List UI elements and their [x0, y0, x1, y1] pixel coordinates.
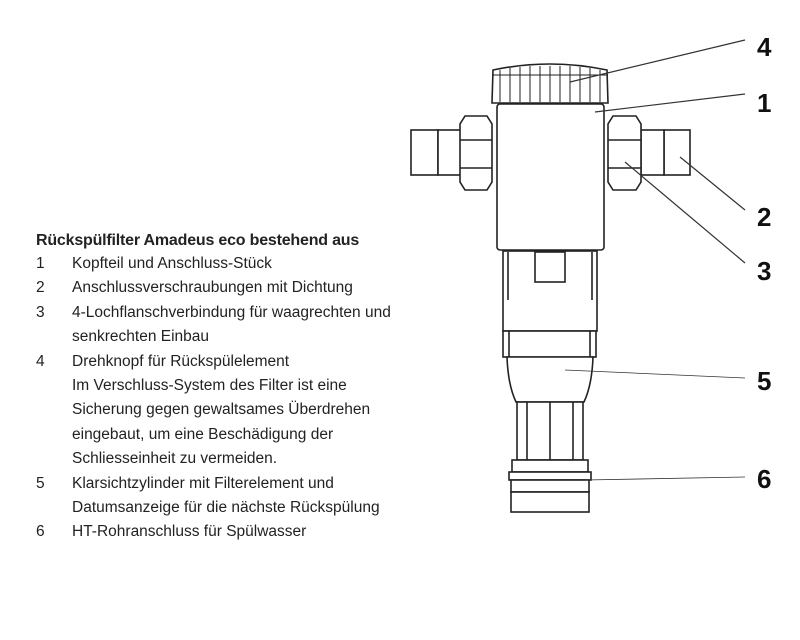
parts-legend — [36, 232, 391, 545]
legend-title: Rückspülfilter Amadeus eco bestehend aus — [36, 232, 360, 249]
legend-item-number — [36, 447, 72, 471]
callout-6: 6 — [757, 464, 772, 494]
legend-item — [36, 520, 391, 544]
legend-item-text: HT-Rohranschluss für Spülwasser — [72, 523, 307, 541]
legend-item-number — [36, 325, 72, 349]
legend-item — [36, 423, 391, 447]
legend-item-number: 2 — [36, 279, 45, 297]
legend-item-number: 4 — [36, 352, 45, 370]
legend-item — [36, 252, 391, 276]
legend-item-number — [36, 423, 72, 447]
callout-3: 3 — [757, 256, 772, 286]
legend-item-text: senkrechten Einbau — [72, 328, 210, 346]
legend-item — [36, 472, 391, 496]
legend-item-number: 6 — [36, 523, 45, 541]
legend-item — [36, 276, 391, 300]
head-part — [497, 104, 604, 250]
legend-item-text: Im Verschluss-System des Filter ist eine — [72, 377, 347, 395]
flush-connection — [509, 402, 591, 512]
callout-1: 1 — [757, 88, 772, 118]
callout-4: 4 — [757, 32, 772, 62]
legend-item-text: Kopfteil und Anschluss-Stück — [72, 255, 272, 272]
lower-housing — [503, 251, 597, 357]
legend-item-text: eingebaut, um eine Beschädigung der — [72, 425, 334, 443]
legend-item — [36, 398, 391, 422]
rotary-knob — [492, 64, 608, 103]
legend-item — [36, 325, 391, 349]
legend-item — [36, 496, 391, 520]
legend-item — [36, 447, 391, 471]
legend-item-number — [36, 374, 72, 398]
legend-item — [36, 301, 391, 325]
legend-item — [36, 374, 391, 398]
callout-2: 2 — [757, 202, 772, 232]
legend-items — [36, 252, 391, 545]
legend-item-text: Datumsanzeige für die nächste Rückspülung — [72, 499, 380, 517]
legend-item-text: Sicherung gegen gewaltsames Überdrehen — [72, 401, 371, 419]
legend-item-text: Schliesseinheit zu vermeiden. — [72, 450, 278, 468]
legend-item-text: 4-Lochflanschverbindung für waagrechten und — [72, 303, 391, 321]
legend-item — [36, 350, 391, 374]
legend-item-text: Anschlussverschraubungen mit Dichtung — [72, 279, 353, 297]
legend-item-number: 3 — [36, 303, 45, 321]
legend-item-number: 5 — [36, 474, 45, 492]
legend-item-number — [36, 496, 72, 520]
transparent-cylinder — [507, 357, 593, 402]
legend-item-text: Drehknopf für Rückspülelement — [72, 352, 290, 370]
legend-item-number — [36, 398, 72, 422]
legend-item-text: Klarsichtzylinder mit Filterelement und — [72, 474, 334, 492]
callout-5: 5 — [757, 366, 772, 396]
legend-item-number: 1 — [36, 255, 45, 272]
